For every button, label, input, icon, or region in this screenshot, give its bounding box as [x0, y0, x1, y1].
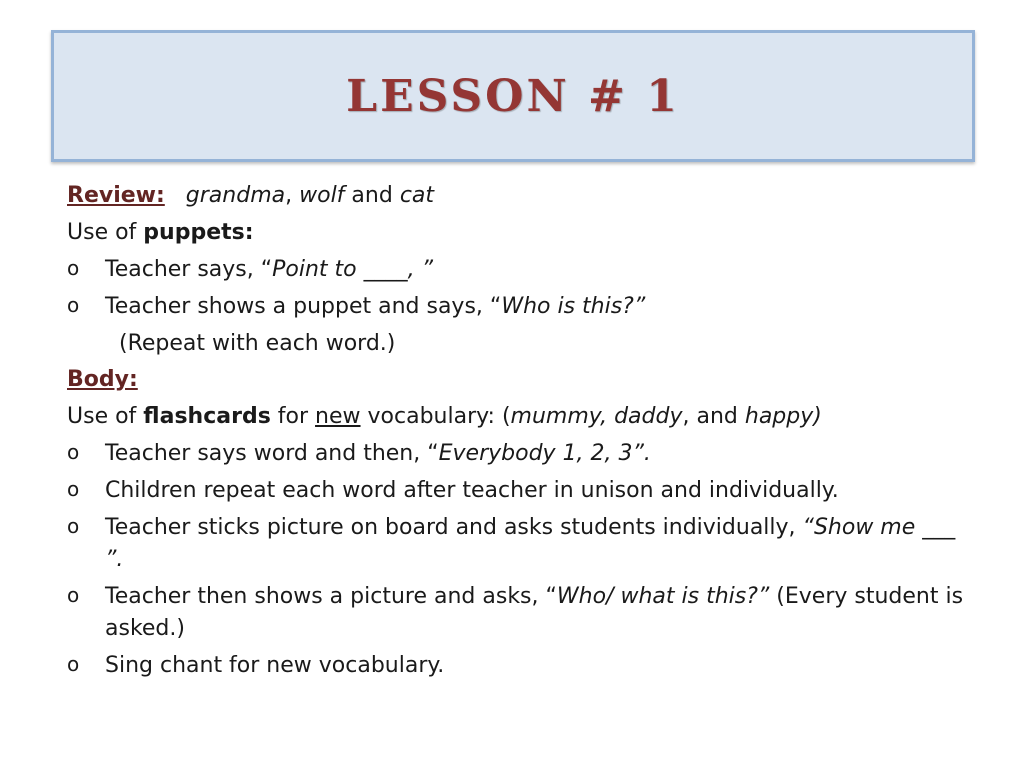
- body-bullet-3: o Teacher sticks picture on board and asks students individually, “Show me ___ ”.: [67, 514, 956, 572]
- review-heading: Review:: [67, 183, 165, 208]
- review-word-wolf: wolf: [299, 183, 345, 208]
- bullet-marker: o: [67, 477, 80, 502]
- puppets-word: puppets:: [143, 219, 254, 245]
- slide-body: [67, 180, 967, 686]
- body-bullet-1: o Teacher says word and then, “Everybody 1, 2, 3”.: [67, 440, 651, 467]
- review-bullet-1: o Teacher says, “Point to ____, ”: [67, 255, 434, 282]
- bullet-marker: o: [67, 651, 80, 676]
- slide-title: LESSON # 1: [346, 70, 680, 122]
- repeat-note: (Repeat with each word.): [119, 330, 396, 356]
- new-word: new: [315, 404, 361, 430]
- body-bullet-5: o Sing chant for new vocabulary.: [67, 651, 445, 678]
- flashcards-line: Use of flashcards for new vocabulary: (mummy, daddy, and happy): [67, 404, 822, 430]
- title-banner: [51, 30, 975, 162]
- body-bullet-2: o Children repeat each word after teacher in unison and individually.: [67, 477, 839, 504]
- bullet-marker: o: [67, 255, 80, 280]
- bullet-marker: o: [67, 292, 80, 317]
- body-heading-line: [67, 364, 967, 396]
- review-word-grandma: grandma: [185, 183, 286, 208]
- bullet-marker: o: [67, 582, 80, 607]
- bullet-marker: o: [67, 440, 80, 465]
- flashcards-word: flashcards: [143, 404, 271, 430]
- review-line: Review: grandma, wolf and cat: [67, 183, 435, 208]
- review-bullet-2: o Teacher shows a puppet and says, “Who is this?”: [67, 292, 646, 319]
- review-word-cat: cat: [399, 183, 435, 208]
- puppets-line: Use of puppets:: [67, 219, 254, 245]
- body-heading: Body:: [67, 367, 138, 393]
- bullet-marker: o: [67, 514, 80, 539]
- body-bullet-4: o Teacher then shows a picture and asks, “Who/ what is this?” (Every student is asked.): [67, 582, 964, 641]
